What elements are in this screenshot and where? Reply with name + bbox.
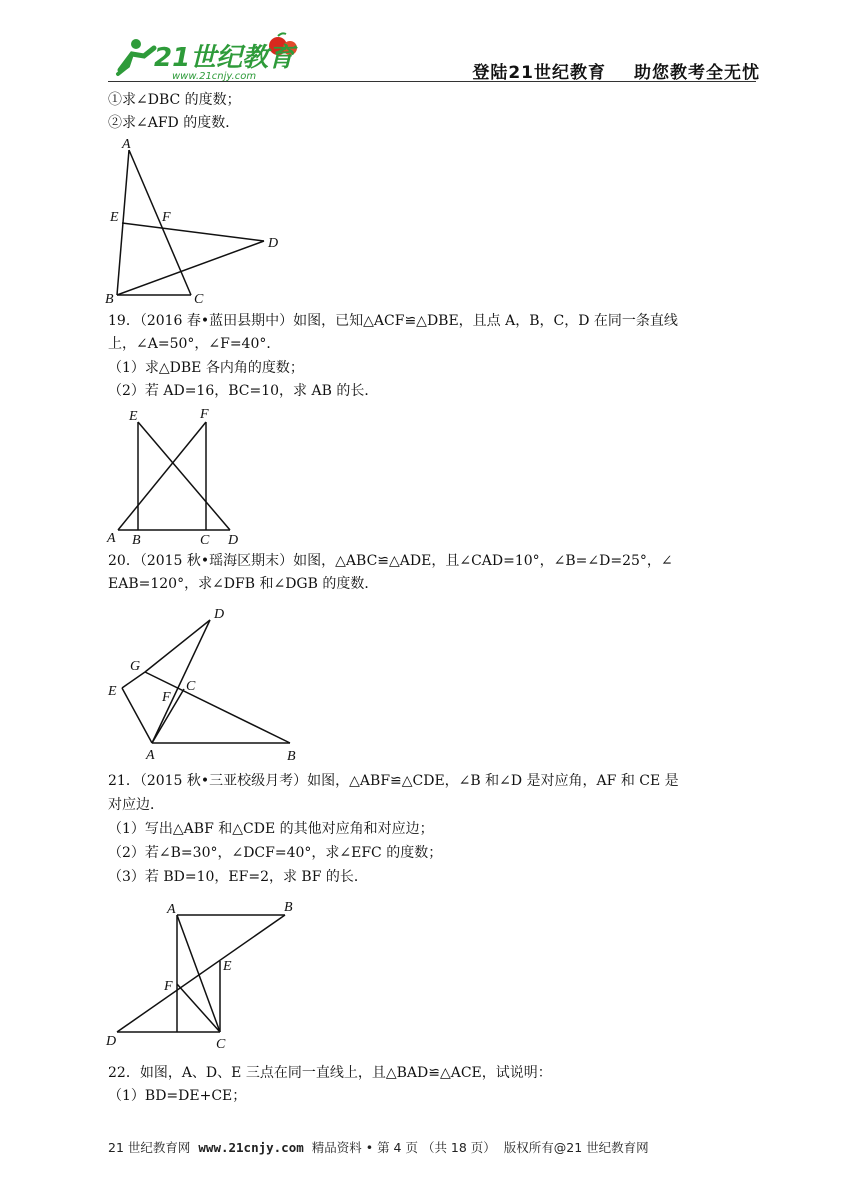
q19-label-c: C xyxy=(200,533,210,547)
footer-left: 21 世纪教育网 xyxy=(108,1140,191,1155)
header-slogan xyxy=(430,58,760,83)
q21-figure xyxy=(100,895,310,1055)
q19-label-a: A xyxy=(107,531,116,546)
q18-label-d: D xyxy=(268,236,279,251)
q19-figure xyxy=(100,402,250,547)
q19-label-f: F xyxy=(200,407,209,422)
page-footer xyxy=(108,1138,756,1156)
q21-part2: （2）若∠B=30°，∠DCF=40°，求∠EFC 的度数； xyxy=(108,845,443,861)
q20-figure xyxy=(100,600,310,765)
header-slogan-left: 登陆21世纪教育 xyxy=(472,63,606,83)
q21-label-b: B xyxy=(284,900,293,915)
q21-label-c: C xyxy=(216,1037,226,1052)
logo-url: www.21cnjy.com xyxy=(172,71,257,82)
q20-label-b: B xyxy=(287,749,296,764)
q21-stem-line2: 对应边． xyxy=(108,797,164,813)
site-logo[interactable] xyxy=(110,30,300,82)
q19-label-e: E xyxy=(129,409,138,424)
header-divider xyxy=(108,81,756,82)
q20-label-e: E xyxy=(108,684,117,699)
q18-figure xyxy=(100,135,290,310)
q22-stem-line1: 22．如图，A、D、E 三点在同一直线上，且△BAD≌△ACE，试说明： xyxy=(108,1065,552,1081)
q21-label-e: E xyxy=(223,959,232,974)
q21-label-d: D xyxy=(106,1034,117,1049)
q19-part1: （1）求△DBE 各内角的度数； xyxy=(108,360,304,376)
q21-label-a: A xyxy=(167,902,176,917)
q18-part2: ②求∠AFD 的度数． xyxy=(108,115,240,131)
q19-label-d: D xyxy=(228,533,239,547)
q20-label-a: A xyxy=(146,748,155,763)
footer-page-info: 精品资料 • 第 4 页 （共 18 页） xyxy=(311,1140,496,1155)
q18-label-c: C xyxy=(194,292,204,307)
q21-part1: （1）写出△ABF 和△CDE 的其他对应角和对应边； xyxy=(108,821,434,837)
logo-text: 21世纪教育 xyxy=(154,43,295,73)
q20-label-d: D xyxy=(214,607,225,622)
q18-label-a: A xyxy=(122,137,131,152)
q20-stem-line2: EAB=120°，求∠DFB 和∠DGB 的度数． xyxy=(108,576,379,592)
q21-label-f: F xyxy=(164,979,173,994)
q20-label-c: C xyxy=(186,679,196,694)
q19-label-b: B xyxy=(132,533,141,547)
q20-label-g: G xyxy=(130,659,141,674)
q19-stem-line1: 19．（2016 春•蓝田县期中）如图，已知△ACF≌△DBE，且点 A，B，C，D 在同一条直线 xyxy=(108,313,678,329)
footer-copyright: 版权所有@21 世纪教育网 xyxy=(503,1140,649,1155)
q21-stem-line1: 21．（2015 秋•三亚校级月考）如图，△ABF≌△CDE，∠B 和∠D 是对应角，AF 和 CE 是 xyxy=(108,773,679,789)
q18-part1: ①求∠DBC 的度数； xyxy=(108,92,241,108)
footer-url-link[interactable]: www.21cnjy.com xyxy=(198,1140,304,1155)
q19-part2: （2）若 AD=16，BC=10，求 AB 的长． xyxy=(108,383,379,399)
q22-part1: （1）BD=DE+CE； xyxy=(108,1088,247,1104)
q18-label-b: B xyxy=(105,292,114,307)
q18-label-e: E xyxy=(110,210,119,225)
q20-stem-line1: 20．（2015 秋•瑶海区期末）如图，△ABC≌△ADE，且∠CAD=10°，∠B=∠D=25°，∠ xyxy=(108,553,673,569)
q18-label-f: F xyxy=(162,210,171,225)
header-slogan-right: 助您教考全无忧 xyxy=(634,63,760,83)
q19-stem-line2: 上，∠A=50°，∠F=40°． xyxy=(108,336,281,352)
q20-label-f: F xyxy=(162,690,171,705)
q21-part3: （3）若 BD=10，EF=2，求 BF 的长． xyxy=(108,869,368,885)
logo-graphic xyxy=(110,30,300,82)
